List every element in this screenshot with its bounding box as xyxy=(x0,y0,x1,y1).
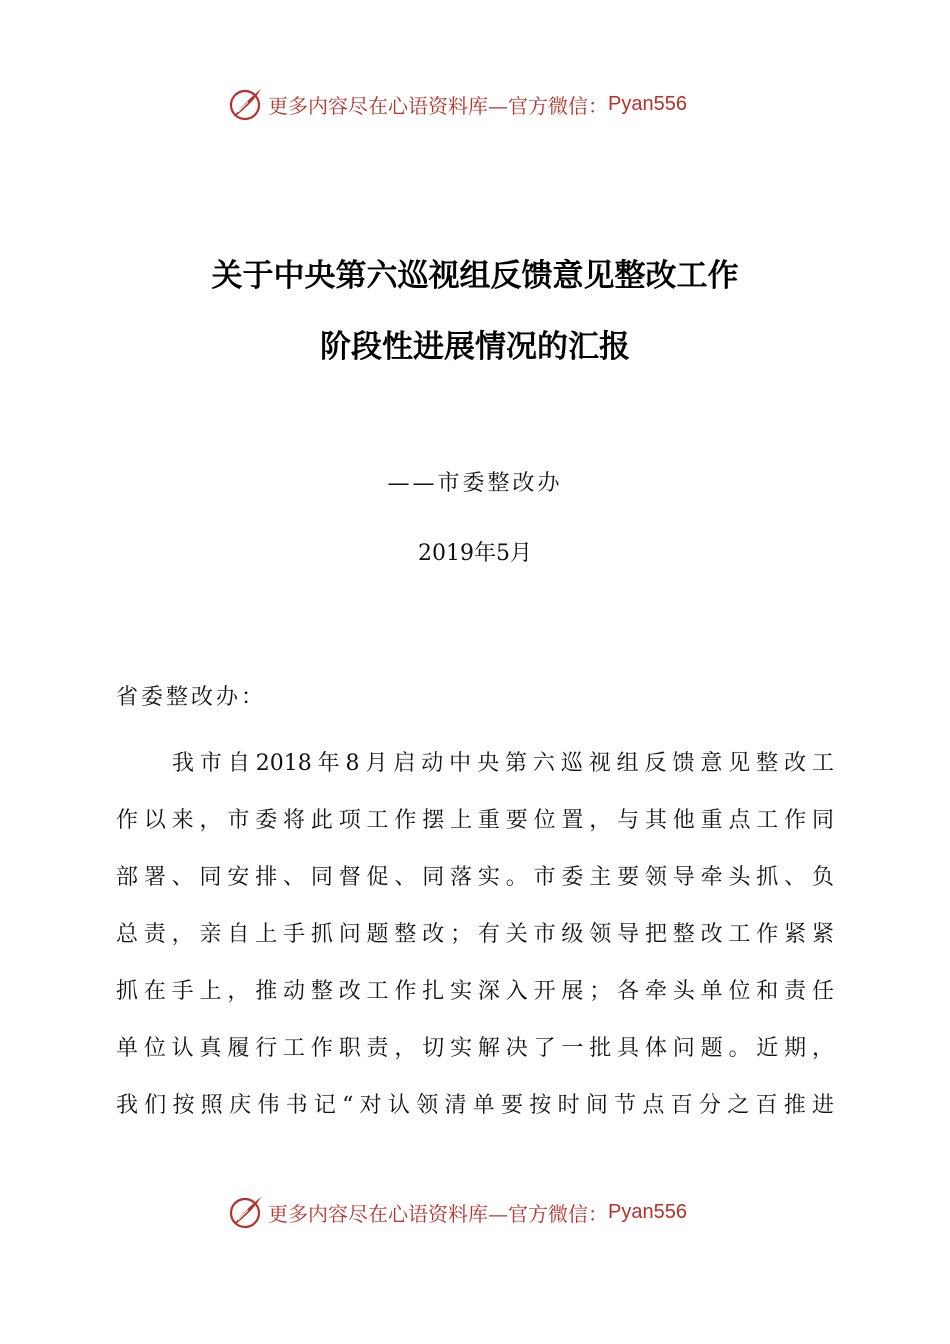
document-date: 2019年5月 xyxy=(418,541,532,566)
watermark-wechat-id: Pyan556 xyxy=(608,92,687,115)
watermark-text: 更多内容尽在心语资料库—官方微信： xyxy=(268,1201,608,1226)
body-line: 抓在手上，推动整改工作扎实深入开展；各牵头单位和责任 xyxy=(116,979,834,1004)
header-watermark xyxy=(0,84,950,124)
footer-watermark xyxy=(0,1192,950,1232)
salutation: 省委整改办： xyxy=(116,685,267,710)
body-line: 总责，亲自上手抓问题整改；有关市级领导把整改工作紧紧 xyxy=(116,922,834,947)
watermark-wechat-id: Pyan556 xyxy=(608,1200,687,1223)
body-line: 我们按照庆伟书记“对认领清单要按时间节点百分之百推进 xyxy=(116,1093,834,1118)
quill-pen-logo-icon xyxy=(228,1194,264,1230)
watermark-text: 更多内容尽在心语资料库—官方微信： xyxy=(268,93,608,118)
document-author: ——市委整改办 xyxy=(387,471,563,496)
document-title-line-1: 关于中央第六巡视组反馈意见整改工作 xyxy=(211,258,739,294)
body-line: 我市自2018年8月启动中央第六巡视组反馈意见整改工 xyxy=(172,751,834,776)
document-title-line-2: 阶段性进展情况的汇报 xyxy=(320,329,630,365)
body-line: 部署、同安排、同督促、同落实。市委主要领导牵头抓、负 xyxy=(116,865,834,890)
body-line: 单位认真履行工作职责，切实解决了一批具体问题。近期， xyxy=(116,1036,834,1061)
body-line: 作以来，市委将此项工作摆上重要位置，与其他重点工作同 xyxy=(116,808,834,833)
quill-pen-logo-icon xyxy=(228,86,264,122)
